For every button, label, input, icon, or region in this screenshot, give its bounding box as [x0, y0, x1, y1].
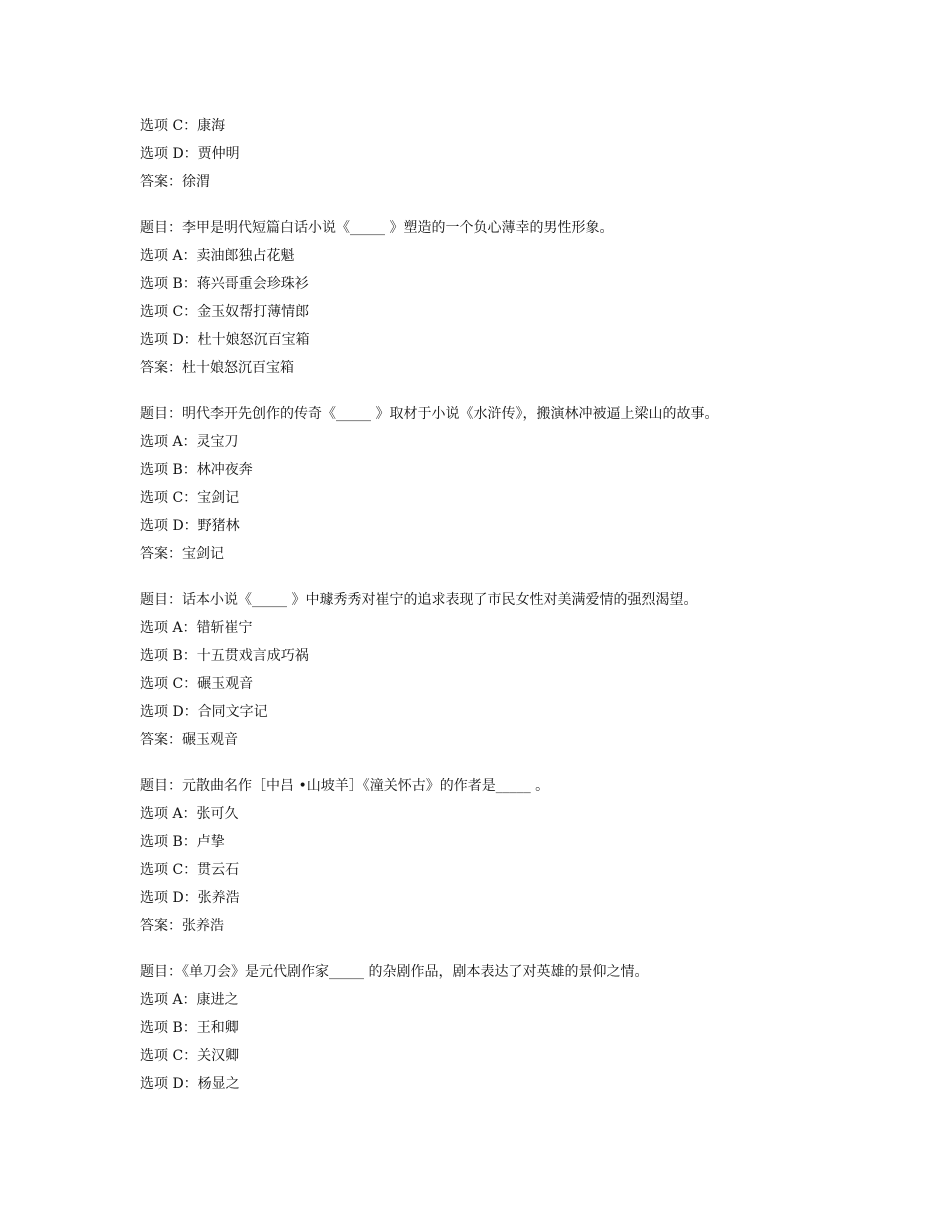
question-text: 题目：《单刀会》是元代剧作家_____ 的杂剧作品，剧本表达了对英雄的景仰之情。: [140, 964, 649, 980]
question-block-3: [140, 586, 930, 754]
option-c: 选项 C：关汉卿: [140, 1048, 240, 1064]
option-a: 选项 A：康进之: [140, 992, 239, 1008]
option-a: 选项 A：灵宝刀: [140, 434, 239, 450]
answer: 答案：碾玉观音: [140, 732, 238, 748]
option-d: 选项 D：张养浩: [140, 890, 240, 906]
answer: 答案：徐渭: [140, 174, 210, 190]
spacer: [140, 754, 930, 772]
option-d: 选项 D：贾仲明: [140, 146, 240, 162]
answer: 答案：宝剑记: [140, 546, 224, 562]
question-text: 题目：话本小说《_____ 》中璩秀秀对崔宁的追求表现了市民女性对美满爱情的强烈渴望。: [140, 592, 698, 608]
option-c: 选项 C：金玉奴帮打薄情郎: [140, 304, 310, 320]
option-d: 选项 D：杜十娘怒沉百宝箱: [140, 332, 310, 348]
question-block-2: [140, 400, 930, 568]
spacer: [140, 940, 930, 958]
spacer: [140, 196, 930, 214]
question-block-partial: [140, 112, 930, 196]
option-b: 选项 B：林冲夜奔: [140, 462, 253, 478]
option-d: 选项 D：野猪林: [140, 518, 240, 534]
question-block-5: [140, 958, 930, 1098]
document-page: [140, 112, 930, 1098]
option-b: 选项 B：王和卿: [140, 1020, 239, 1036]
question-text: 题目：明代李开先创作的传奇《_____ 》取材于小说《水浒传》，搬演林冲被逼上梁山的故事。: [140, 406, 719, 422]
question-block-4: [140, 772, 930, 940]
option-d: 选项 D：杨显之: [140, 1076, 240, 1092]
answer: 答案：张养浩: [140, 918, 224, 934]
option-c: 选项 C：康海: [140, 118, 226, 134]
option-a: 选项 A：错斩崔宁: [140, 620, 253, 636]
option-a: 选项 A：张可久: [140, 806, 239, 822]
option-c: 选项 C：碾玉观音: [140, 676, 254, 692]
question-text: 题目：李甲是明代短篇白话小说《_____ 》塑造的一个负心薄幸的男性形象。: [140, 220, 614, 236]
question-block-1: [140, 214, 930, 382]
spacer: [140, 382, 930, 400]
option-a: 选项 A：卖油郎独占花魁: [140, 248, 295, 264]
option-c: 选项 C：贯云石: [140, 862, 240, 878]
option-b: 选项 B：卢挚: [140, 834, 225, 850]
answer: 答案：杜十娘怒沉百宝箱: [140, 360, 294, 376]
spacer: [140, 568, 930, 586]
option-d: 选项 D：合同文字记: [140, 704, 268, 720]
option-c: 选项 C：宝剑记: [140, 490, 240, 506]
option-b: 选项 B：十五贯戏言成巧祸: [140, 648, 309, 664]
question-text: 题目：元散曲名作［中吕 •山坡羊］《潼关怀古》的作者是_____ 。: [140, 778, 550, 794]
option-b: 选项 B：蒋兴哥重会珍珠衫: [140, 276, 309, 292]
